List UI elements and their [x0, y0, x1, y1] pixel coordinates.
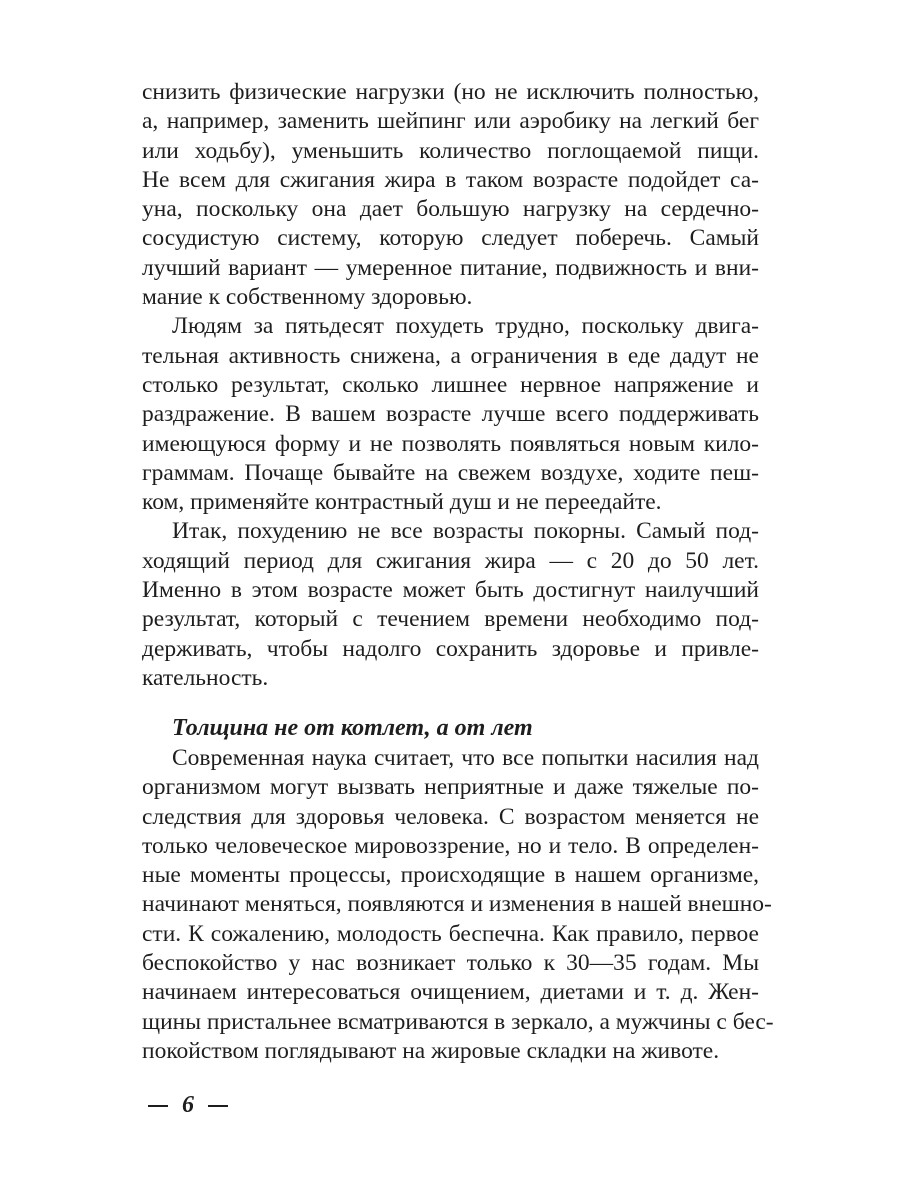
- text-line: Не всем для сжигания жира в таком возрасте подойдет са-: [142, 166, 759, 193]
- text-line: Именно в этом возрасте может быть достигнут наилучший: [142, 577, 759, 604]
- text-line: держивать, чтобы надолго сохранить здоровье и привле-: [142, 635, 759, 662]
- text-line: столько результат, сколько лишнее нервное напряжение и: [142, 371, 759, 398]
- text-line: уна, поскольку она дает большую нагрузку на сердечно-: [142, 196, 759, 223]
- text-line: мание к собственному здоровью.: [142, 284, 473, 311]
- text-line: начинаем интересоваться очищением, диетами и т. д. Жен-: [142, 979, 759, 1006]
- text-line: ходящий период для сжигания жира — с 20 до 50 лет.: [142, 547, 759, 574]
- text-line: граммам. Почаще бывайте на свежем воздухе, ходите пеш-: [142, 459, 759, 486]
- text-line: только человеческое мировоззрение, но и тело. В определен-: [142, 832, 759, 859]
- section: [142, 712, 774, 1066]
- text-line: а, например, заменить шейпинг или аэробику на легкий бег: [142, 108, 759, 135]
- text-line: раздражение. В вашем возрасте лучше всего поддерживать: [142, 401, 759, 428]
- text-line: щины пристальнее всматриваются в зеркало, а мужчины с бес-: [142, 1008, 774, 1035]
- text-line: результат, который с течением времени необходимо под-: [142, 606, 759, 633]
- paragraph-1: [142, 78, 759, 312]
- text-line: Современная наука считает, что все попытки насилия над: [172, 745, 759, 771]
- page-number: [148, 1092, 228, 1119]
- text-line: следствия для здоровья человека. С возрастом меняется не: [142, 803, 759, 830]
- text-line: ком, применяйте контрастный душ и не переедайте.: [142, 489, 662, 516]
- text-line: покойством поглядывают на жировые складки на животе.: [142, 1037, 720, 1064]
- folio-dash-left: [148, 1105, 168, 1107]
- text-line: организмом могут вызвать неприятные и даже тяжелые по-: [142, 774, 759, 801]
- paragraph-4: [142, 744, 774, 1066]
- text-line: сти. К сожалению, молодость беспечна. Как правило, первое: [142, 920, 759, 947]
- text-line: лучший вариант — умеренное питание, подвижность и вни-: [142, 254, 759, 281]
- text-line: снизить физические нагрузки (но не исключить полностью,: [142, 79, 759, 105]
- text-line: кательность.: [142, 664, 269, 691]
- paragraph-2: [142, 312, 759, 517]
- text-line: ные моменты процессы, происходящие в нашем организме,: [142, 862, 759, 889]
- page-number-value: 6: [182, 1092, 194, 1118]
- body-text-top: [142, 78, 759, 693]
- paragraph-3: [142, 517, 759, 693]
- text-line: Итак, похудению не все возрасты покорны. Самый под-: [172, 518, 759, 545]
- text-line: Людям за пятьдесят похудеть трудно, поскольку двига-: [172, 313, 759, 340]
- text-line: или ходьбу), уменьшить количество поглощаемой пищи.: [142, 137, 759, 164]
- folio-dash-right: [208, 1105, 228, 1107]
- section-heading: Толщина не от котлет, а от лет: [172, 715, 533, 741]
- text-line: имеющуюся форму и не позволять появляться новым кило-: [142, 430, 759, 457]
- text-line: сосудистую систему, которую следует поберечь. Самый: [142, 225, 759, 252]
- text-line: тельная активность снижена, а ограничения в еде дадут не: [142, 342, 759, 369]
- text-line: начинают меняться, появляются и изменения в нашей внешно-: [142, 891, 772, 918]
- text-line: беспокойство у нас возникает только к 30—35 годам. Мы: [142, 950, 759, 977]
